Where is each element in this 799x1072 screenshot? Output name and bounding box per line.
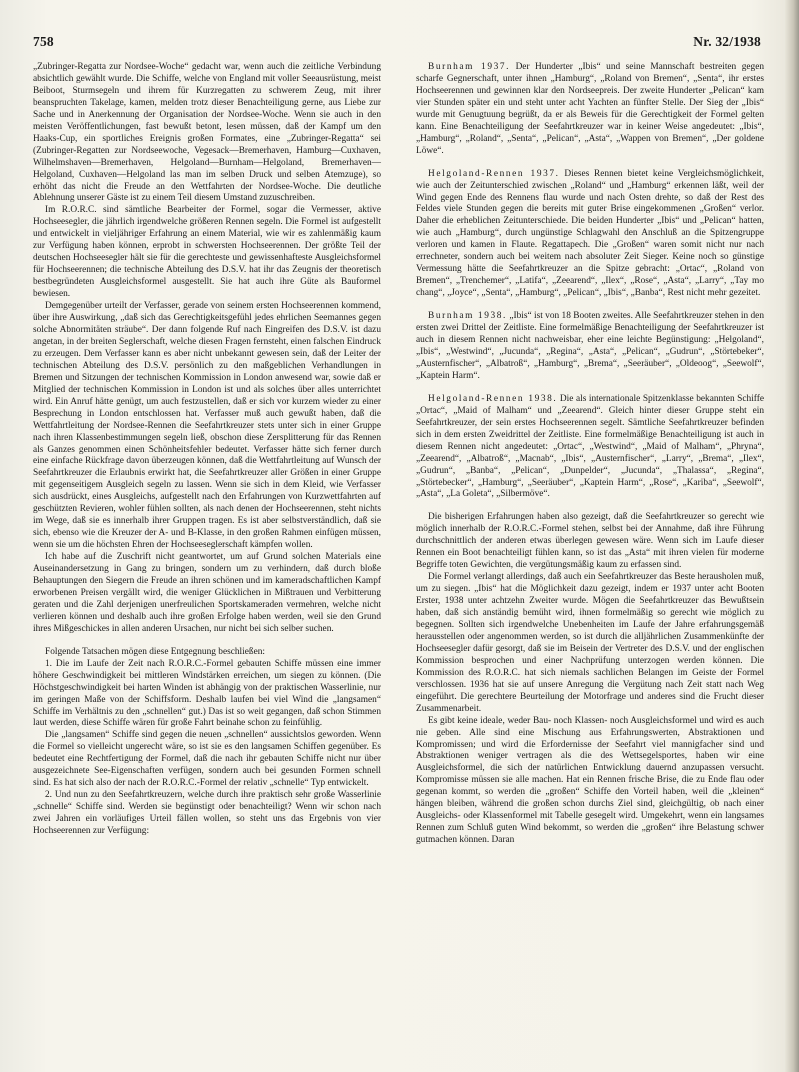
race-text: Der Hunderter „Ibis“ und seine Mannschaft bestreiten gegen scharfe Gegnerschaft, unter ihnen „Hamburg“, „Roland von Bremen“, „Senta“, ihr erstes Hochseerennen und gewinnen klar den Nordseepreis. Der zweite Hunderter „Pelican“ kam vier Stunden später ein und steht unter acht Yachten an fünfter Stelle. Der Sieg der „Ibis“ wurde mit Genugtuung begrüßt, da er als Beweis für die Gerechtigkeit der Formel gelten kann. Eine Benachteiligung der Seefahrtkreuzer war in keiner Weise angedeutet: „Ibis“, „Hamburg“, „Roland“, „Senta“, „Pelican“, „Asta“, „Wappen von Bremen“, „Der goldene Löwe“.: [416, 62, 765, 156]
paragraph: 2. Und nun zu den Seefahrtkreuzern, welche durch ihre praktisch sehr große Wasserlinie „schnelle“ Schiffe sind. Werden sie begünstigt oder benachteiligt? Wenn wir schon nach zwei Jahren ein vorläufiges Urteil fällen wollen, so steht uns das Ergebnis von vier Hochseerennen zur Verfügung:: [33, 790, 381, 837]
left-column: [33, 62, 381, 838]
race-text: Die als internationale Spitzenklasse bekannten Schiffe „Ortac“, „Maid of Malham“ und „Zeearend“. Gleich hinter dieser Gruppe steht ein Seefahrtkreuzer, der sein erstes Hochseerennen segelt. Sämtliche Seefahrtkreuzer befinden sich in dem ersten Zweidrittel der Zeitliste. Eine formelmäßige Benachteiligung ist auch in diesem Rennen nicht angedeutet: „Ortac“, „Westwind“, „Maid of Malham“, „Phryna“, „Zeearend“, „Albatroß“, „Macnab“, „Ibis“, „Austernfischer“, „Larry“, „Brema“, „Ilex“, „Gudrun“, „Banba“, „Pelican“, „Dunpelder“, „Jucunda“, „Thalassa“, „Regina“, „Störtebecker“, „Hamburg“, „Seeräuber“, „Kaptein Harm“, „Rose“, „Kariba“, „Seewolf“, „Asta“, „La Goleta“, „Silbermöve“.: [416, 393, 764, 500]
race-heading: Helgoland-Rennen 1937.: [428, 168, 560, 179]
paragraph: Es gibt keine ideale, weder Bau- noch Klassen- noch Ausgleichsformel und wird es auch nie geben. Alle sind eine Mischung aus Erfahrungswerten, Abstraktionen und Kompromissen; und wird die Erfordernisse der Seefahrt viel mannigfacher sind und Abstraktionen weniger vertragen als die des Wettsegelsportes, haben wir eine Ausgleichsformel, die sich der natürlichen Entwicklung dauernd anzupassen versucht. Kompromisse müssen sie alle machen. Hat ein Rennen frische Brise, die zu Ende flau oder gegenan kommt, so werden die „großen“ Schiffe den Vorteil haben, weil die „kleinen“ hängen bleiben, während die großen schon durchs Ziel sind, gleichgültig, ob nach einer Ausgleichs- oder Klassenformel mit Tabelle gesegelt wird. Umgekehrt, wenn ein langsames Rennen zum Schluß guten Wind bekommt, so werden die „großen“ ihre Belastung schwer gutmachen können. Daran: [416, 715, 764, 846]
issue-number: Nr. 32/1938: [693, 34, 761, 49]
race-text: Dieses Rennen bietet keine Vergleichsmöglichkeit, wie auch der Zeitunterschied zwischen „Roland“ und „Hamburg“ erkennen läßt, weil der Wind gegen Ende des Rennens flau wurde und nach Osten drehte, so daß der Rest des Feldes viele Stunden gegen die bereits mit guter Brise eingekommenen „Großen“ verlor. Daher die erheblichen Zeitunterschiede. Die beiden Hunderter „Ibis“ und „Pelican“ hatten, wie auch „Hamburg“, durch ungünstige Schlagwahl den Anschluß an die Spitzengruppe verloren und kamen in Flaute. Regattapech. Die „Großen“ waren somit nicht nur nach errechneter, sondern auch bei weitem nach absoluter Zeit Sieger. Keine noch so günstige Vermessung hätte die Seefahrtkreuzer an die Spitze gebracht: „Ortac“, „Roland von Bremen“, „Trenchemer“, „Latifa“, „Zeearend“, „Ilex“, „Rose“, „Asta“, „Larry“, „Tay mo chang“, „Joyce“, „Senta“, „Hamburg“, „Pelican“, „Ibis“, „Banba“, Rest nicht mehr gezeitet.: [416, 168, 764, 299]
race-heading: Helgoland-Rennen 1938.: [428, 393, 558, 404]
paragraph: 1. Die im Laufe der Zeit nach R.O.R.C.-Formel gebauten Schiffe müssen eine immer höhere Geschwindigkeit bei mittleren Windstärken erreichen, um siegen zu können. (Die Höchstgeschwindigkeit bei harten Winden ist abhängig von der praktischen Wasserlinie, nur im geringen Maße von der Schiffsform. Deshalb laufen bei viel Wind die „langsamen“ Schiffe im Verhältnis zu den „schnellen“ gut.) Das ist so weit gegangen, daß schon Stimmen laut werden, diese Schiffe wären für große Fahrt beinahe schon zu feinfühlig.: [33, 658, 381, 729]
paragraph: Demgegenüber urteilt der Verfasser, gerade von seinem ersten Hochseerennen kommend, über ihre Auswirkung, „daß sich das Gerechtigkeitsgefühl jedes ehrlichen Seemannes gegen solche Abnormitäten sträube“. Der dann folgende Ruf nach Eingreifen des D.S.V. ist dazu angetan, in der breiten Seglerschaft, welche diesen Fragen fernsteht, einen falschen Eindruck zu erzeugen. Dem Verfasser kann es aber nicht unbekannt gewesen sein, daß der Leiter der technischen Abteilung des D.S.V. persönlich zu den maßgeblichen Verhandlungen in Bremen und Sitzungen der technischen Kommission in London anwesend war, sowie daß er Mitglied der technischen Kommission in London ist und als solches über alles unterrichtet wird. Ein Anruf hätte genügt, um auch festzustellen, daß er sich vor kurzem wieder zu einer Besprechung in London entschlossen hat. Verfasser muß auch gewußt haben, daß die Wettfahrtleitung der Nordsee-Rennen die Seefahrtkreuzer stets unter sich in einer Gruppe nach ihren Klassenbestimmungen segeln ließ, obschon diese Zersplitterung für das Rennen als Ganzes genommen einen Schönheitsfehler bedeutet. Verfasser hätte sich ferner durch eine einfache Rückfrage davon überzeugen können, daß die Wettfahrtleitung auf Wunsch der Seefahrtkreuzer die Erlaubnis erwirkt hat, die Seefahrtkreuzer aller Größen in einer Gruppe mit gegenseitigem Ausgleich segeln zu lassen. Wenn sie sich in dem Kleid, wie Verfasser sich ausdrückt, eines Ausgleichs, aufgestellt nach den Erfahrungen von Kurzwettfahrten auf geschützten Revieren, wohler fühlen sollten, als nach denen der Hochseerennen, steht nichts im Wege, daß sie es innerhalb ihrer Gruppen tragen. Es ist aber selbstverständlich, daß sie sich, ebenso wie die Kreuzer der A- und B-Klasse, in den großen Rahmen einfügen müssen, wenn sie um die höchsten Ehren der Hochseeseglerschaft kämpfen wollen.: [33, 301, 381, 551]
paragraph: Die Formel verlangt allerdings, daß auch ein Seefahrtkreuzer das Beste herausholen muß, um zu siegen. „Ibis“ hat die Möglichkeit dazu gezeigt, indem er 1937 unter acht Booten Erster, 1938 unter achtzehn Zweiter wurde. Mögen die Seefahrtkreuzer das Bewußtsein haben, daß sich anständig bemüht wird, ihnen formelmäßig so gerecht wie möglich zu begegnen. Sollten sich irgendwelche Unebenheiten im Laufe der Jahre erfahrungsgemäß herausstellen oder angenommen werden, so ist durch die alljährlichen Zusammenkünfte der Hochseesegler dafür gesorgt, daß sie im Beisein der Vertreter des D.S.V. und der englischen Kommission besprochen und einer Nachprüfung unterzogen werden können. Die Kommission des R.O.R.C. hat sich niemals sachlichen Belangen im Geiste der Formel verschlossen. 1936 hat sie auf unsere Anregung die Vergütung nach Zeit statt nach Weg eingeführt. Die gerechtere Beurteilung der Motorfrage und anderes sind die Frucht dieser Zusammenarbeit.: [416, 572, 764, 714]
race-paragraph: [416, 62, 764, 158]
paragraph: „Zubringer-Regatta zur Nordsee-Woche“ gedacht war, wenn auch die zeitliche Verbindung absichtlich gewählt wurde. Die Schiffe, welche von England mit voller Seeausrüstung, meist Beiboot, Sturmsegeln und ihrem für Kurzregatten zu schwerem Zeug, mit ihrer beanspruchten Takelage, kamen, melden trotz dieser Benachteiligung gerne, aus Liebe zur Sache und in Anerkennung der Organisation der Nordsee-Woche. Wenn sie auch in den meisten Veröffentlichungen, fast bewußt betont, lesen müssen, daß der Kampf um den Haaks-Cup, ein sportliches Ereignis großen Formates, eine „Zubringer-Regatta“ sei (Zubringer-Regatten zur Nordseewoche, Vegesack—Bremerhaven, Hamburg—Cuxhaven, Wilhelmshaven—Bremerhaven, Helgoland—Burnham—Helgoland, Bremerhaven—Helgoland, Cuxhaven—Helgoland las man im selben Druck und selben Atemzuge), so erhöht das nicht die Freude an den Wettfahrten der Nordsee-Woche. Die deutliche Ablehnung unserer Gäste ist zu einem Teil diesem Umstand zuzuschreiben.: [33, 62, 381, 204]
paragraph: Ich habe auf die Zuschrift nicht geantwortet, um auf Grund solchen Materials eine Auseinandersetzung in Gang zu bringen, sondern um zu verhindern, daß durch bloße Behauptungen den Siegern die Freude an ihren schönen und im kameradschaftlichen Kampf erworbenen Preisen vergällt wird, die weniger Glücklichen in Mißtrauen und Verbitterung geraten und die Zahl derjenigen unerfreulichen Sportskameraden vermehren, welche nicht verlieren können und deshalb auch ihre großen Erfolge haben werden, weil sie den Grund ihres Mißgeschickes in allen anderen Ursachen, nur nicht bei sich selber suchen.: [33, 552, 381, 634]
paragraph: Im R.O.R.C. sind sämtliche Bearbeiter der Formel, sogar die Vermesser, aktive Hochseesegler, die jährlich irgendwelche größeren Rennen segeln. Die Formel ist aufgestellt und entwickelt in vieljähriger Erfahrung an einem Material, wie wir es zahlenmäßig kaum zur Verfügung haben können, erprobt in schwersten Hochseerennen. Der größte Teil der deutschen Hochseesegler hält sie für die gerechteste und gewissenhafteste Ausgleichsformel für Hochseerennen; die technische Abteilung des D.S.V. hat ihr das Zeugnis der theoretisch bestbegründeten Ausgleichsformel ausgestellt. Sie hat auch ihre Güte als Bauformel bewiesen.: [33, 205, 381, 300]
race-paragraph: [416, 394, 764, 502]
page-edge: [785, 0, 799, 1072]
race-paragraph: [416, 311, 764, 383]
race-heading: Burnham 1938.: [428, 311, 507, 322]
right-column: [416, 62, 764, 847]
paragraph: Die „langsamen“ Schiffe sind gegen die neuen „schnellen“ aussichtslos geworden. Wenn die Formel so vielleicht ungerecht wäre, so ist sie es den langsamen Schiffen gegenüber. Es bedeutet eine Rechtfertigung der Formel, daß die nach ihr gebauten Schiffe nicht nur über ausgezeichnete See-Eigenschaften verfügen, sondern auch bei gesunden Formen schnell sind. Es hat sich also der nach der R.O.R.C.-Formel der relativ „schnelle“ Typ entwickelt.: [33, 730, 381, 789]
page-number: 758: [33, 34, 54, 49]
race-text: „Ibis“ ist von 18 Booten zweites. Alle Seefahrtkreuzer stehen in den ersten zwei Drittel der Zeitliste. Eine formelmäßige Benachteiligung der Seefahrtkreuzer ist auch in diesem Rennen nicht nachweisbar, eher eine leichte Begünstigung: „Helgoland“, „Ibis“, „Westwind“, „Jucunda“, „Regina“, „Asta“, „Pelican“, „Gudrun“, „Störtebeker“, „Austernfischer“, „Albatroß“, „Hamburg“, „Brema“, „Seeräuber“, „Oldeoog“, „Seewolf“, „Kaptein Harm“.: [416, 311, 764, 381]
race-heading: Burnham 1937.: [428, 62, 511, 72]
paragraph: Folgende Tatsachen mögen diese Entgegnung beschließen:: [45, 646, 265, 657]
race-paragraph: [416, 169, 764, 300]
paragraph: Die bisherigen Erfahrungen haben also gezeigt, daß die Seefahrtkreuzer so gerecht wie möglich innerhalb der R.O.R.C.-Formel stehen, selbst bei der Annahme, daß ihre Führung durchschnittlich der anderen etwas überlegen gewesen wäre. Wenn sich im Laufe dieser Rennen ein Boot benachteiligt fühlen kann, so ist das „Asta“ mit ihren vielen für moderne Begriffe toten Gewichten, die vergütungsmäßig kaum zu erfassen sind.: [416, 512, 764, 571]
